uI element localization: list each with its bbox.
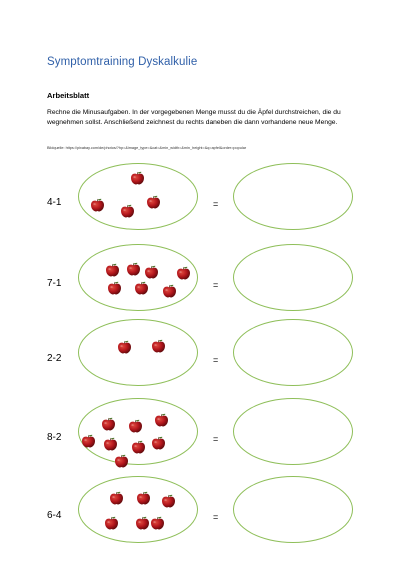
apple-icon[interactable] [154, 413, 169, 427]
task-label: 8-2 [47, 432, 62, 443]
apple-icon[interactable] [134, 281, 149, 295]
apple-icon[interactable] [101, 417, 116, 431]
apple-icon[interactable] [90, 198, 105, 212]
apple-icon[interactable] [120, 204, 135, 218]
apple-set-oval [78, 476, 198, 543]
apple-icon[interactable] [117, 340, 132, 354]
apple-icon[interactable] [176, 266, 191, 280]
apple-icon[interactable] [109, 491, 124, 505]
answer-oval[interactable] [233, 244, 353, 311]
apple-icon[interactable] [130, 171, 145, 185]
apple-icon[interactable] [107, 281, 122, 295]
apple-set-oval [78, 319, 198, 386]
answer-oval[interactable] [233, 476, 353, 543]
worksheet-title: Symptomtraining Dyskalkulie [47, 56, 198, 68]
apple-icon[interactable] [128, 419, 143, 433]
task-label: 2-2 [47, 353, 62, 364]
answer-oval[interactable] [233, 163, 353, 230]
apple-icon[interactable] [144, 265, 159, 279]
equals-sign: = [213, 512, 219, 522]
task-label: 6-4 [47, 510, 62, 521]
apple-icon[interactable] [114, 454, 129, 468]
task-row [0, 398, 400, 468]
equals-sign: = [213, 355, 219, 365]
apple-icon[interactable] [131, 440, 146, 454]
task-label: 7-1 [47, 278, 62, 289]
apple-icon[interactable] [104, 516, 119, 530]
apple-icon[interactable] [103, 437, 118, 451]
apple-icon[interactable] [135, 516, 150, 530]
equals-sign: = [213, 280, 219, 290]
apple-icon[interactable] [162, 284, 177, 298]
task-label: 4-1 [47, 197, 62, 208]
task-row [0, 476, 400, 546]
apple-icon[interactable] [151, 339, 166, 353]
equals-sign: = [213, 434, 219, 444]
apple-icon[interactable] [136, 491, 151, 505]
instructions-text: Rechne die Minusaufgaben. In der vorgegebenen Menge musst du die Äpfel durchstreichen, die du wegnehmen sollst. Anschließend zeichnest du rechts daneben die dann vorhandene neue Menge. [47, 109, 341, 126]
apple-icon[interactable] [81, 434, 96, 448]
apple-icon[interactable] [146, 195, 161, 209]
apple-icon[interactable] [105, 263, 120, 277]
worksheet-subtitle: Arbeitsblatt [47, 91, 90, 100]
apple-icon[interactable] [161, 494, 176, 508]
apple-icon[interactable] [151, 436, 166, 450]
task-row [0, 163, 400, 233]
task-row [0, 319, 400, 389]
apple-icon[interactable] [150, 516, 165, 530]
answer-oval[interactable] [233, 398, 353, 465]
image-source: Bildquelle: https://pixabay.com/de/photos/?hp=&image_type=&cat=&min_width=&min_height=&q=apfel&order=popular [47, 146, 247, 150]
apple-icon[interactable] [126, 262, 141, 276]
task-row [0, 244, 400, 314]
answer-oval[interactable] [233, 319, 353, 386]
equals-sign: = [213, 199, 219, 209]
